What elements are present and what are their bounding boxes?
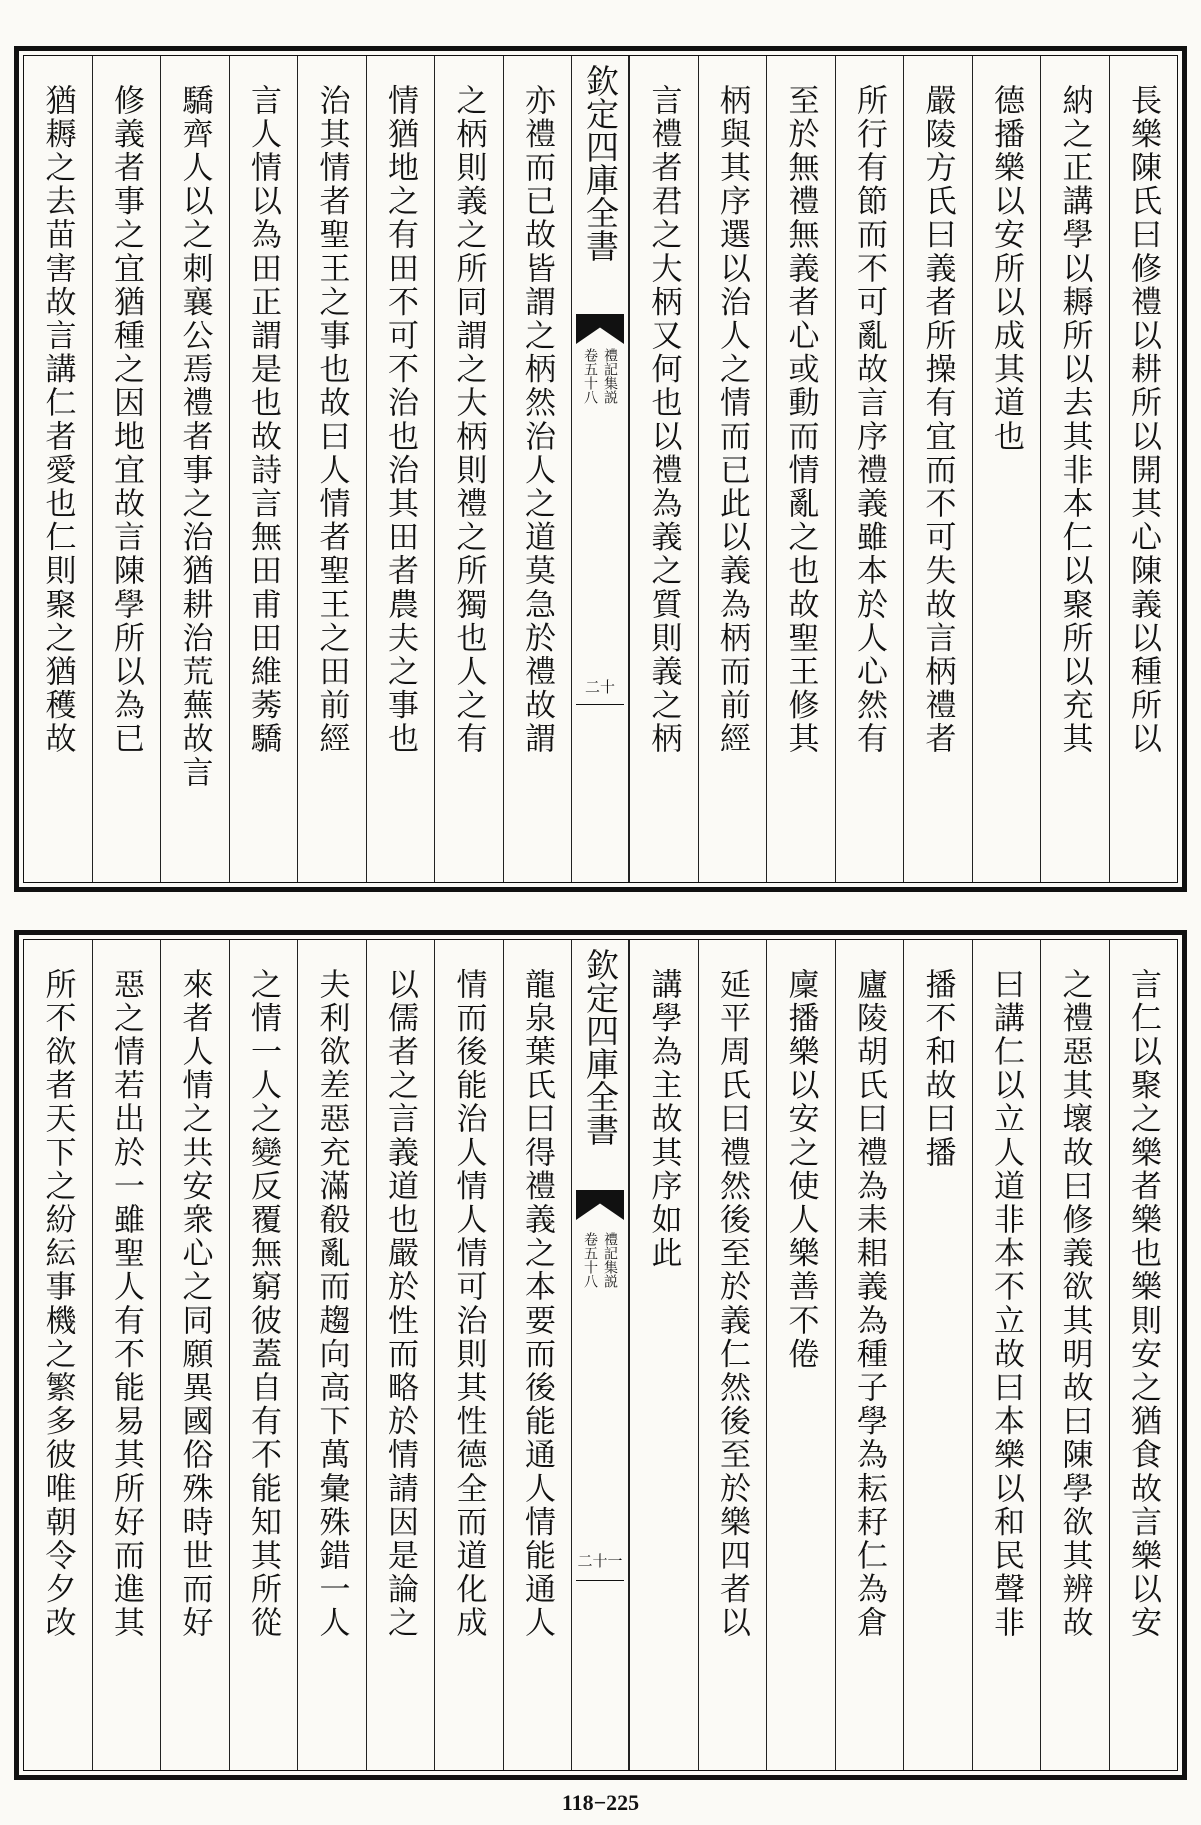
book-title: 禮記集説: [602, 1232, 618, 1288]
center-fold: [571, 56, 629, 882]
text-column: 播不和故曰播: [903, 940, 972, 1770]
text-column: 之禮惡其壞故曰修義欲其明故曰陳學欲其辨故: [1040, 940, 1109, 1770]
volume-label: 卷五十八: [582, 1232, 598, 1288]
text-column: 龍泉葉氏曰得禮義之本要而後能通人情能通人: [503, 940, 572, 1770]
text-column: 所不欲者天下之紛紜事機之繁多彼唯朝令夕改: [39, 968, 76, 1640]
book-title: 禮記集説: [602, 348, 618, 404]
page-number: 二十一: [577, 1552, 623, 1570]
book-series-title: 欽定四庫全書: [581, 64, 620, 262]
page-number: 二十: [584, 678, 615, 696]
top-page-frame: [14, 46, 1187, 892]
text-column: 情猶地之有田不可不治也治其田者農夫之事也: [366, 56, 435, 882]
center-fold-labels: [576, 1232, 624, 1392]
text-column: 廬陵胡氏曰禮為耒耜義為種子學為耘耔仁為倉: [835, 940, 904, 1770]
text-column: 延平周氏曰禮然後至於義仁然後至於樂四者以: [698, 940, 767, 1770]
text-column: 修義者事之宜猶種之因地宜故言陳學所以為已: [92, 56, 161, 882]
book-series-title: 欽定四庫全書: [581, 948, 620, 1146]
center-fold: [571, 940, 629, 1770]
fishtail-mark: [576, 314, 624, 344]
text-column: 嚴陵方氏曰義者所操有宜而不可失故言柄禮者: [903, 56, 972, 882]
bottom-page-frame: [14, 930, 1187, 1780]
text-column: 亦禮而已故皆謂之柄然治人之道莫急於禮故謂: [503, 56, 572, 882]
center-fold-labels: [576, 348, 624, 508]
text-column: 猶耨之去苗害故言講仁者愛也仁則聚之猶穫故: [39, 84, 76, 756]
top-page-columns: [23, 55, 1178, 883]
page-code: 118−225: [561, 1790, 640, 1815]
fishtail-mark: [576, 1190, 624, 1220]
text-column: 治其情者聖王之事也故曰人情者聖王之田前經: [297, 56, 366, 882]
text-column: 來者人情之共安衆心之同願異國俗殊時世而好: [160, 940, 229, 1770]
text-column: 言禮者君之大柄又何也以禮為義之質則義之柄: [629, 56, 698, 882]
text-column: 長樂陳氏曰修禮以耕所以開其心陳義以種所以: [1109, 56, 1178, 882]
text-column: 情而後能治人情人情可治則其性德全而道化成: [434, 940, 503, 1770]
text-column: 柄與其序選以治人之情而已此以義為柄而前經: [698, 56, 767, 882]
text-column: 之情一人之變反覆無窮彼蓋自有不能知其所從: [229, 940, 298, 1770]
text-column: 夫利欲差惡充滿殽亂而趨向高下萬彙殊錯一人: [297, 940, 366, 1770]
text-column: 言人情以為田正謂是也故詩言無田甫田維莠驕: [229, 56, 298, 882]
text-column: 所行有節而不可亂故言序禮義雖本於人心然有: [835, 56, 904, 882]
divider: [576, 1580, 624, 1581]
text-column: 曰講仁以立人道非本不立故曰本樂以和民聲非: [972, 940, 1041, 1770]
volume-label: 卷五十八: [582, 348, 598, 404]
text-column: 言仁以聚之樂者樂也樂則安之猶食故言樂以安: [1109, 940, 1178, 1770]
text-column: 以儒者之言義道也嚴於性而略於情請因是論之: [366, 940, 435, 1770]
bottom-page-columns: [23, 939, 1178, 1771]
text-column: 講學為主故其序如此: [629, 940, 698, 1770]
text-column: 德播樂以安所以成其道也: [972, 56, 1041, 882]
text-column: 之柄則義之所同謂之大柄則禮之所獨也人之有: [434, 56, 503, 882]
text-column: 惡之情若出於一雖聖人有不能易其所好而進其: [92, 940, 161, 1770]
text-column: 納之正講學以耨所以去其非本仁以聚所以充其: [1040, 56, 1109, 882]
divider: [576, 704, 624, 705]
text-column: 至於無禮無義者心或動而情亂之也故聖王修其: [766, 56, 835, 882]
text-column: 廩播樂以安之使人樂善不倦: [766, 940, 835, 1770]
text-column: 驕齊人以之刺襄公焉禮者事之治猶耕治荒蕪故言: [160, 56, 229, 882]
